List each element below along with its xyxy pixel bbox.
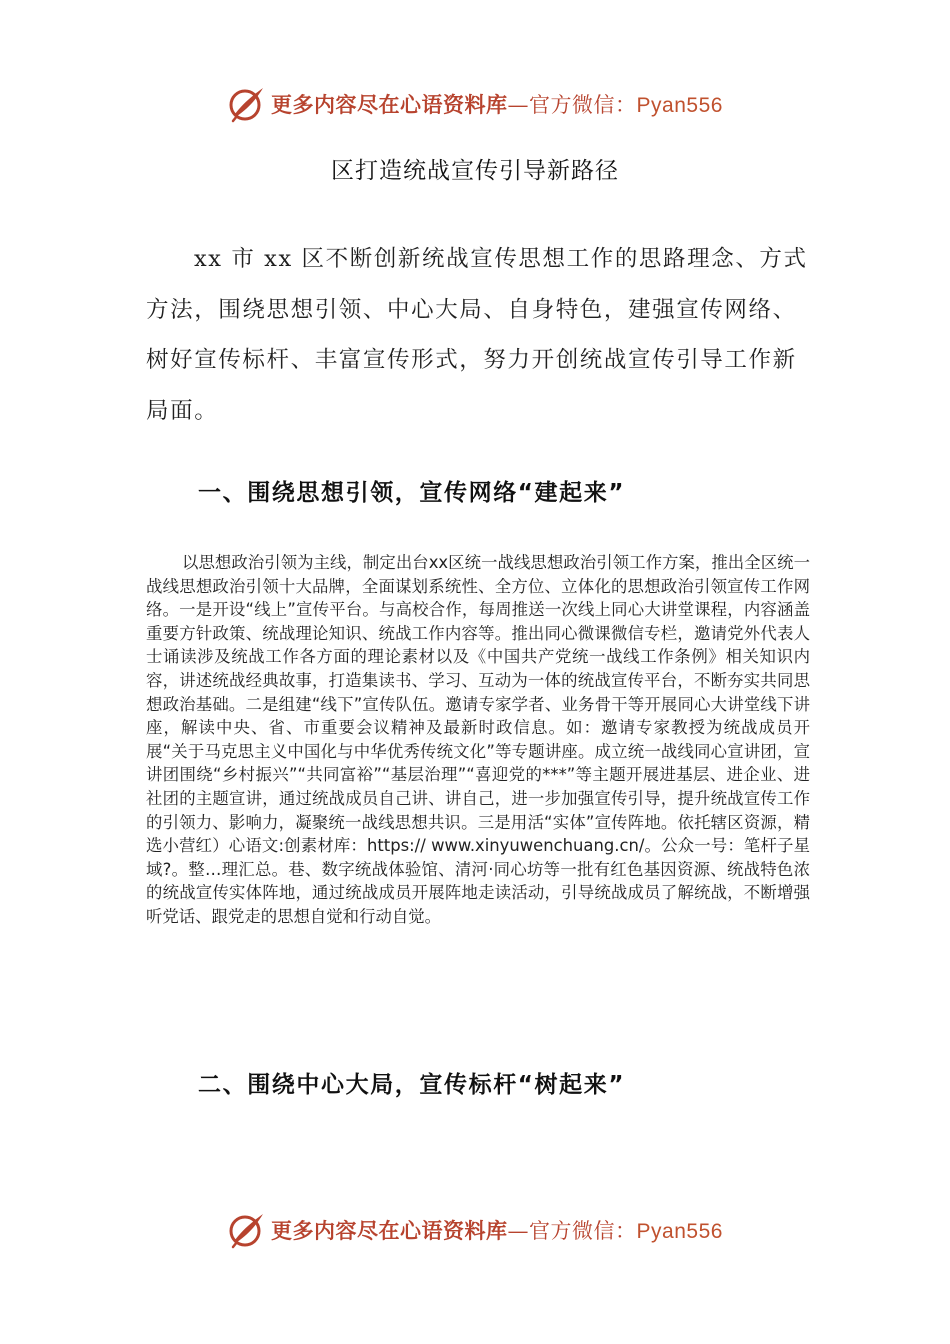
watermark-footer — [0, 1208, 950, 1252]
section-heading-1: 一、围绕思想引领，宣传网络“建起来” — [198, 480, 626, 506]
document-title: 区打造统战宣传引导新路径 — [331, 158, 619, 184]
section-body-1: 以思想政治引领为主线，制定出台xx区统一战线思想政治引领工作方案，推出全区统一战线思想政治引领十大品牌，全面谋划系统性、全方位、立体化的思想政治引领宣传工作网络。一是开设“线上”宣传平台。与高校合作，每周推送一次线上同心大讲堂课程，内容涵盖重要方针政策、统战理论知识、统战工作内容等。推出同心微课微信专栏，邀请党外代表人士诵读涉及统战工作各方面的理论素材以及《中国共产党统一战线工作条例》相关知识内容，讲述统战经典故事，打造集读书、学习、互动为一体的统战宣传平台，不断夯实共同思想政治基础。二是组建“线下”宣传队伍。邀请专家学者、业务骨干等开展同心大讲堂线下讲座，解读中央、省、市重要会议精神及最新时政信息。如：邀请专家教授为统战成员开展“关于马克思主义中国化与中华优秀传统文化”等专题讲座。成立统一战线同心宣讲团，宣讲团围绕“乡村振兴”“共同富裕”“基层治理”“喜迎党的***”等主题开展进基层、进企业、进社团的主题宣讲，通过统战成员自己讲、讲自己，进一步加强宣传引导，提升统战宣传工作的引领力、影响力，凝聚统一战线思想共识。三是用活“实体”宣传阵地。依托辖区资源，精选小营红）心语文:创素材库：https:// www.xinyuwenchuang.cn/。公众一号：笔杆子星域?。整…理汇总。巷、数字统战体验馆、清河·同心坊等一批有红色基因资源、统战特色浓的统战宣传实体阵地，通过统战成员开展阵地走读活动，引导统战成员了解统战，不断增强听党话、跟党走的思想自觉和行动自觉。 — [146, 553, 810, 926]
quill-seal-logo-icon — [227, 1210, 267, 1250]
watermark-label: 官方微信： — [529, 1219, 637, 1243]
intro-paragraph: xx 市 xx 区不断创新统战宣传思想工作的思路理念、方式方法，围绕思想引领、中心大局、自身特色，建强宣传网络、树好宣传标杆、丰富宣传形式，努力开创统战宣传引导工作新局面。 — [146, 246, 808, 424]
section-heading-2: 二、围绕中心大局，宣传标杆“树起来” — [198, 1072, 626, 1098]
watermark-brand: 更多内容尽在心语资料库 — [271, 92, 508, 117]
watermark-label: 官方微信： — [529, 93, 637, 117]
watermark-text — [271, 89, 723, 119]
watermark-separator: — — [507, 93, 530, 117]
watermark-separator: — — [507, 1219, 530, 1243]
watermark-account: Pyan556 — [636, 1220, 723, 1243]
watermark-header — [0, 82, 950, 126]
watermark-brand: 更多内容尽在心语资料库 — [271, 1218, 508, 1243]
quill-seal-logo-icon — [227, 84, 267, 124]
watermark-text — [271, 1215, 723, 1245]
watermark-account: Pyan556 — [636, 94, 723, 117]
